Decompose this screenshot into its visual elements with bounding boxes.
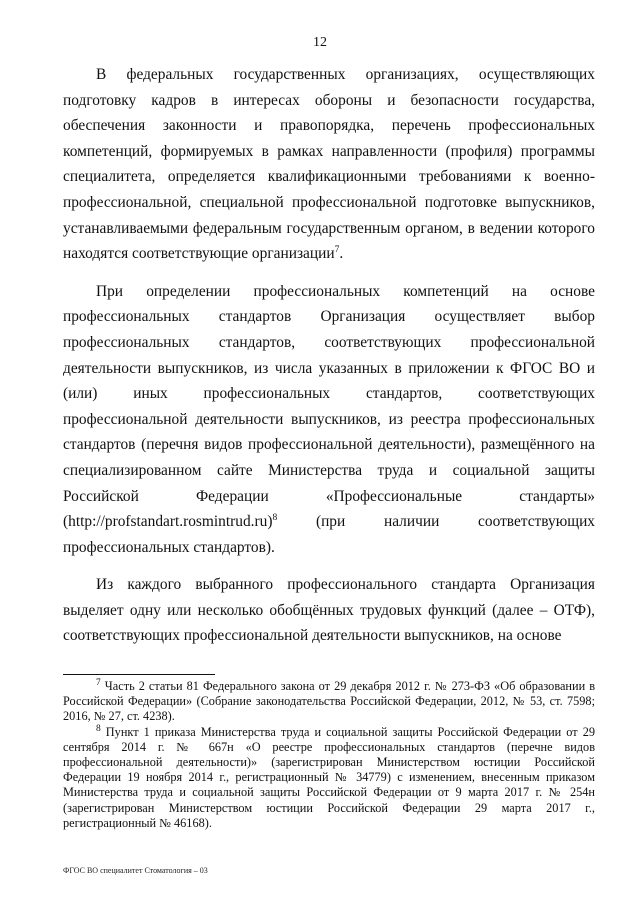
footnote-8-mark: 8 (96, 723, 101, 734)
page-footer: ФГОС ВО специалитет Стоматология – 03 (63, 866, 208, 875)
footnote-7-mark: 7 (96, 677, 101, 688)
footnote-ref-7: 7 (334, 245, 340, 256)
paragraph-generalized-functions (63, 572, 595, 649)
paragraph-text: При определении профессиональных компетенций на основе профессиональных стандартов Организация осуществляет выбор профессиональных стандартов, соответствующих профессиональной деятельности выпускников, из числа указанных в приложении к ФГОС ВО и (или) иных профессиональных стандартов, соответствующих профессиональной деятельности выпускников, из реестра профессиональных стандартов (перечня видов профессиональной деятельности), размещённого на специализированном сайте Министерства труда и социальной защиты Российской Федерации «Профессиональные стандарты» (http://profstandart.rosmintrud.ru) (63, 282, 595, 531)
paragraph-professional-standards (63, 279, 595, 561)
paragraph-text: Из каждого выбранного профессионального стандарта Организация выделяет одну или несколько обобщённых трудовых функций (далее – ОТФ), соответствующих профессиональной деятельности выпускников, на основе (63, 576, 595, 645)
page-number: 12 (313, 35, 327, 50)
body-text (63, 62, 595, 661)
footnotes (63, 679, 595, 831)
paragraph-text-continued: (при наличии соответствующих профессиональных стандартов). (63, 513, 595, 556)
paragraph-text: В федеральных государственных организациях, осуществляющих подготовку кадров в интересах обороны и безопасности государства, обеспечения законности и правопорядка, перечень профессиональных компетенций, формируемых в рамках направленности (профиля) программы специалитета, определяется квалификационными требованиями к военно-профессиональной, специальной профессиональной подготовке выпускников, устанавливаемыми федеральным государственным органом, в ведении которого находятся соответствующие организации (63, 66, 595, 263)
paragraph-military-organizations: В федеральных государственных организациях, осуществляющих подготовку кадров в интересах обороны и безопасности государства, обеспечения законности и правопорядка, перечень профессиональных компетенций, формируемых в рамках направленности (профиля) программы специалитета, определяется квалификационными требованиями к военно-профессиональной, специальной профессиональной подготовке выпускников, устанавливаемыми федеральным государственным органом, в ведении которого находятся соответствующие организации$^7$. (63, 66, 595, 263)
footnote-ref-8: 8 (272, 512, 278, 523)
footnote-separator (63, 674, 215, 675)
footnote-7 (63, 679, 595, 725)
footnote-8-text: Пункт 1 приказа Министерства труда и социальной защиты Российской Федерации от 29 сентября 2014 г. № 667н «О реестре профессиональных стандартов (перечне видов профессиональной деятельности)» (зарегистрирован Министерством юстиции Российской Федерации 19 ноября 2014 г., регистрационный № 34779) с изменением, внесенным приказом Министерства труда и социальной защиты Российской Федерации от 9 марта 2017 г. № 254н (зарегистрирован Министерством юстиции Российской Федерации 29 марта 2017 г., регистрационный № 46168). (63, 724, 595, 830)
footnote-7-text: Часть 2 статьи 81 Федерального закона от 29 декабря 2012 г. № 273-ФЗ «Об образовании в Российской Федерации» (Собрание законодательства Российской Федерации, 2012, № 53, ст. 7598; 2016, № 27, ст. 4238). (63, 679, 595, 724)
footnote-8 (63, 725, 595, 831)
